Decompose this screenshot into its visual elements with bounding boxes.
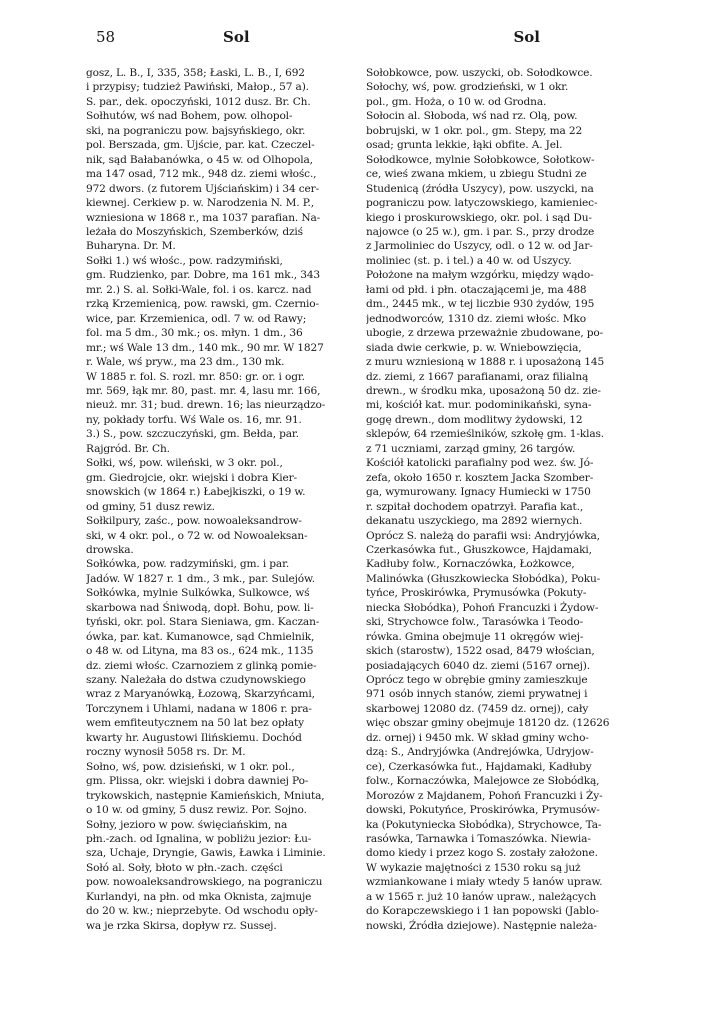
right-column-line: Morozów z Majdanem, Pohoń Francuzki i Ży- <box>366 789 603 802</box>
right-column-line: Oprócz tego w obrębie gminy zamieszkuje <box>366 674 588 687</box>
left-column-line: W 1885 r. fol. S. rozl. mr. 850: gr. or. i ogr. <box>86 370 305 383</box>
left-column-line: Sołkówka, mylnie Sulkówka, Sulkowce, wś <box>86 587 310 600</box>
right-column-line: drewn., w środku mka, uposażoną 50 dz. zie- <box>366 384 601 397</box>
right-column-line: tyńce, Proskirówka, Prymusówka (Pokuty- <box>366 587 587 600</box>
right-column-line: dm., 2445 mk., w tej liczbie 930 żydów, 195 <box>366 298 595 311</box>
left-column-line: trykowskich, następnie Kamieńskich, Mniuta, <box>86 789 325 802</box>
right-column-line: W wykazie majętności z 1530 roku są już <box>366 861 581 874</box>
right-column-line: Kościół katolicki parafialny pod wez. św. Jó- <box>366 457 594 470</box>
right-column-line: Sołocin al. Słoboda, wś nad rz. Olą, pow. <box>366 110 578 123</box>
left-column-line: fol. ma 5 dm., 30 mk.; os. młyn. 1 dm., 36 <box>86 327 303 340</box>
left-column-line: gm. Giedrojcie, okr. wiejski i dobra Kier- <box>86 471 297 484</box>
right-column-line: ka (Pokutyniecka Słobódka), Strychowce, Ta- <box>366 818 602 831</box>
left-column-line: ski, na pograniczu pow. bajsyńskiego, okr. <box>86 124 306 137</box>
right-column-line: ubogie, z drzewa przeważnie zbudowane, po- <box>366 327 604 340</box>
right-column-line: dowski, Pokutyńce, Proskirówka, Prymusów- <box>366 804 600 817</box>
left-column-line: kiewnej. Cerkiew p. w. Narodzenia N. M. P., <box>86 197 314 210</box>
left-column-line: dz. ziemi włośc. Czarnoziem z glinką pomie- <box>86 659 317 672</box>
right-column-line: a w 1565 r. już 10 łanów upraw., należących <box>366 890 597 903</box>
left-column-line: płn.-zach. od Ignalina, w pobliżu jezior: Łu- <box>86 833 312 846</box>
right-column-line: pol., gm. Hoża, o 10 w. od Grodna. <box>366 95 547 108</box>
left-column-line: wice, par. Krzemienica, odl. 7 w. od Rawy; <box>86 312 307 325</box>
left-column-line: gosz, L. B., I, 335, 358; Łaski, L. B., I, 692 <box>86 67 305 79</box>
left-column-line: wzniesiona w 1868 r., ma 1037 parafian. Na- <box>86 211 321 224</box>
right-column-line: osad; grunta lekkie, łąki obfite. A. Jel. <box>366 139 563 152</box>
left-column-line: ma 147 osad, 712 mk., 948 dz. ziemi włośc., <box>86 168 317 181</box>
left-column-line: Rajgród. Br. Ch. <box>86 442 170 455</box>
right-column-line: więc obszar gminy obejmuje 18120 dz. (12626 <box>366 717 610 730</box>
left-column-line: od gminy, 51 dusz rewiz. <box>86 500 215 513</box>
left-column-line: leżała do Moszyńskich, Szemberków, dziś <box>86 225 303 238</box>
right-column-line: zefa, około 1650 r. kosztem Jacka Szomber- <box>366 471 594 484</box>
left-column-line: snowskich (w 1864 r.) Łabejkiszki, o 19 w. <box>86 486 306 499</box>
right-column-line: rasówka, Tarnawka i Tomaszówka. Niewia- <box>366 833 591 846</box>
right-column-line: Sołobkowce, pow. uszycki, ob. Sołodkowce. <box>366 67 593 79</box>
left-column-line: o 48 w. od Lityna, ma 83 os., 624 mk., 1135 <box>86 645 314 658</box>
right-column-line: ce), Czerkasówka fut., Hajdamaki, Kadłuby <box>366 760 592 773</box>
right-column-line: z muru wzniesioną w 1888 r. i uposażoną 145 <box>366 356 605 369</box>
left-column-line: Kurlandyi, na płn. od mka Oknista, zajmuje <box>86 890 312 903</box>
page-header <box>88 28 660 50</box>
left-column-line: 3.) S., pow. szczuczyński, gm. Bełda, par. <box>86 428 299 441</box>
left-column-line: ny, pokłady torfu. Wś Wale os. 16, mr. 91. <box>86 413 302 426</box>
right-column-line: bobrujski, w 1 okr. pol., gm. Stepy, ma 22 <box>366 124 583 137</box>
right-column-line: rówka. Gmina obejmuje 11 okręgów wiej- <box>366 630 584 643</box>
left-column-line: Sołno, wś, pow. dzisieński, w 1 okr. pol., <box>86 760 295 773</box>
right-column-line: najowce (o 25 w.), gm. i par. S., przy drodze <box>366 225 595 238</box>
right-column-line: łami od płd. i płn. otaczającemi je, ma 488 <box>366 283 587 296</box>
left-column-line: Buharyna. Dr. M. <box>86 240 176 253</box>
left-column-line: skarbowa nad Śniwodą, dopł. Bohu, pow. li- <box>86 601 314 614</box>
right-column-line: pograniczu pow. latyczowskiego, kamieniec- <box>366 197 598 210</box>
right-column-line: ga, wymurowany. Ignacy Humiecki w 1750 <box>366 486 591 499</box>
left-column-line: nieuż. mr. 31; bud. drewn. 16; las nieurządzo- <box>86 399 326 412</box>
left-column-line: S. par., dek. opoczyński, 1012 dusz. Br. Ch. <box>86 95 311 108</box>
right-column-line: skich (starostw), 1522 osad, 8479 włościan, <box>366 645 595 658</box>
right-column <box>366 66 662 933</box>
page-number: 58 <box>96 28 116 46</box>
left-column-line: i przypisy; tudzież Pawiński, Małop., 57 a). <box>86 81 309 94</box>
right-column-line: dzą: S., Andryjówka (Andrejówka, Udryjow- <box>366 746 594 759</box>
left-column-line: pol. Berszada, gm. Ujście, par. kat. Czeczel- <box>86 139 315 152</box>
right-column-line: folw., Kornaczówka, Malejowce ze Słobódką, <box>366 775 600 788</box>
left-column-line: rzką Krzemienicą, pow. rawski, gm. Czernio- <box>86 298 319 311</box>
right-column-line: z Jarmoliniec do Uszycy, odl. o 12 w. od Jar- <box>366 240 593 253</box>
left-running-head: Sol <box>223 28 250 46</box>
right-running-head: Sol <box>513 28 540 46</box>
right-column-line: posiadających 6040 dz. ziemi (5167 ornej). <box>366 659 590 672</box>
right-column-line: Studenicą (źródła Uszycy), pow. uszycki, na <box>366 182 594 195</box>
left-column-line: mr.; wś Wale 13 dm., 140 mk., 90 mr. W 1827 <box>86 341 324 354</box>
left-column-line: ówka, par. kat. Kumanowce, sąd Chmielnik, <box>86 630 315 643</box>
right-column-line: Czerkasówka fut., Głuszkowce, Hajdamaki, <box>366 543 592 556</box>
right-column-line: dekanatu uszyckiego, ma 2892 wiernych. <box>366 515 583 528</box>
right-column-line: moliniec (st. p. i tel.) a 40 w. od Uszycy. <box>366 254 572 267</box>
right-column-line: mi, kościół kat. mur. podominikański, syna- <box>366 399 592 412</box>
right-column-line: sklepów, 64 rzemieślników, szkołę gm. 1-klas. <box>366 428 605 441</box>
left-column-line: szany. Należała do dstwa czudynowskiego <box>86 674 306 687</box>
left-column-line: Sołó al. Soły, błoto w płn.-zach. części <box>86 861 283 874</box>
right-column-line: Sołodkowce, mylnie Sołobkowce, Sołotkow- <box>366 153 595 166</box>
left-column-line: wraz z Maryanówką, Łozową, Skarzyńcami, <box>86 688 315 701</box>
right-column-line: dz. ornej) i 9450 mk. W skład gminy wcho- <box>366 731 589 744</box>
left-column-line: 972 dwors. (z futorem Ujściańskim) i 34 cer- <box>86 182 320 195</box>
left-column-line: tyński, okr. pol. Stara Sieniawa, gm. Kaczan- <box>86 616 320 629</box>
right-column-line: gogę drewn., dom modlitwy żydowski, 12 <box>366 413 583 426</box>
left-column-line: Sołhutów, wś nad Bohem, pow. olhopol- <box>86 110 293 123</box>
right-column-line: Kadłuby folw., Kornaczówka, Łożkowce, <box>366 558 575 571</box>
right-column-line: r. szpitał dochodem opatrzył. Parafia kat., <box>366 500 584 513</box>
left-column-line: nik, sąd Bałabanówka, o 45 w. od Olhopola, <box>86 153 313 166</box>
left-column-line: drowska. <box>86 543 134 556</box>
right-column-line: wzmiankowane i miały wtedy 5 łanów upraw. <box>366 876 603 889</box>
right-column-line: siada dwie cerkwie, p. w. Wniebowzięcia, <box>366 341 582 354</box>
right-column-line: ce, wieś zwana mkiem, u zbiegu Studni ze <box>366 168 587 181</box>
left-column-line: ski, w 4 okr. pol., o 72 w. od Nowoaleksan- <box>86 529 308 542</box>
left-column-line: do 20 w. kw.; nieprzebyte. Od wschodu opły- <box>86 905 318 918</box>
right-column-line: Malinówka (Głuszkowiecka Słobódka), Poku- <box>366 572 601 585</box>
right-column-line: domo kiedy i przez kogo S. zostały założone. <box>366 847 598 860</box>
right-column-line: Sołochy, wś, pow. grodzieński, w 1 okr. <box>366 81 569 94</box>
left-column-line: o 10 w. od gminy, 5 dusz rewiz. Por. Sojno. <box>86 804 307 817</box>
left-column <box>86 66 372 933</box>
left-column-line: wem emfiteutycznem na 50 lat bez opłaty <box>86 717 304 730</box>
left-column-line: sza, Uchaje, Dryngie, Gawis, Ławka i Liminie. <box>86 847 326 860</box>
right-column-line: skarbowej 12080 dz. (7459 dz. ornej), cały <box>366 702 589 715</box>
left-column-line: kwarty hr. Augustowi Ilińskiemu. Dochód <box>86 731 302 744</box>
left-column-line: Jadów. W 1827 r. 1 dm., 3 mk., par. Sulejów. <box>86 572 315 585</box>
right-column-line: z 71 uczniami, zarząd gminy, 26 targów. <box>366 442 576 455</box>
right-column-line: kiego i proskurowskiego, okr. pol. i sąd Du- <box>366 211 592 224</box>
right-column-line: Położone na małym wzgórku, między wądo- <box>366 269 594 282</box>
right-column-line: 971 osób innych stanów, ziemi prywatnej i <box>366 688 588 701</box>
left-column-line: Sołny, jezioro w pow. święciańskim, na <box>86 818 288 831</box>
right-column-line: nowski, Źródła dziejowe). Następnie należa- <box>366 919 597 932</box>
left-column-line: mr. 569, łąk mr. 80, past. mr. 4, lasu mr. 166, <box>86 384 321 397</box>
right-column-line: dz. ziemi, z 1667 parafianami, oraz filialną <box>366 370 589 383</box>
left-column-line: gm. Rudzienko, par. Dobre, ma 161 mk., 343 <box>86 269 320 282</box>
left-column-line: gm. Plissa, okr. wiejski i dobra dawniej Po- <box>86 775 309 788</box>
left-column-line: mr. 2.) S. al. Sołki-Wale, fol. i os. karcz. nad <box>86 283 312 296</box>
left-column-line: Sołkilpury, zaśc., pow. nowoaleksandrow- <box>86 515 302 528</box>
left-column-line: r. Wale, wś pryw., ma 23 dm., 130 mk. <box>86 356 285 369</box>
left-column-line: Sołki, wś, pow. wileński, w 3 okr. pol., <box>86 457 283 470</box>
left-column-line: Sołkówka, pow. radzymiński, gm. i par. <box>86 558 290 571</box>
right-column-line: Oprócz S. należą do parafii wsi: Andryjówka, <box>366 529 600 542</box>
right-column-line: jednodworców, 1310 dz. ziemi włośc. Mko <box>366 312 586 325</box>
right-column-line: ski, Strychowce folw., Tarasówka i Teodo- <box>366 616 584 629</box>
right-column-line: niecka Słobódka), Pohoń Francuzki i Żydow- <box>366 601 599 614</box>
left-column-line: Sołki 1.) wś włośc., pow. radzymiński, <box>86 254 283 267</box>
left-column-line: Torczynem i Uhlami, nadana w 1806 r. pra- <box>86 702 312 715</box>
right-column-line: do Korapczewskiego i 1 łan popowski (Jablo- <box>366 905 599 918</box>
left-column-line: roczny wynosił 5058 rs. Dr. M. <box>86 746 246 759</box>
left-column-line: wa je rzka Skirsa, dopływ rz. Sussej. <box>86 919 277 932</box>
left-column-line: pow. nowoaleksandrowskiego, na pograniczu <box>86 876 323 889</box>
